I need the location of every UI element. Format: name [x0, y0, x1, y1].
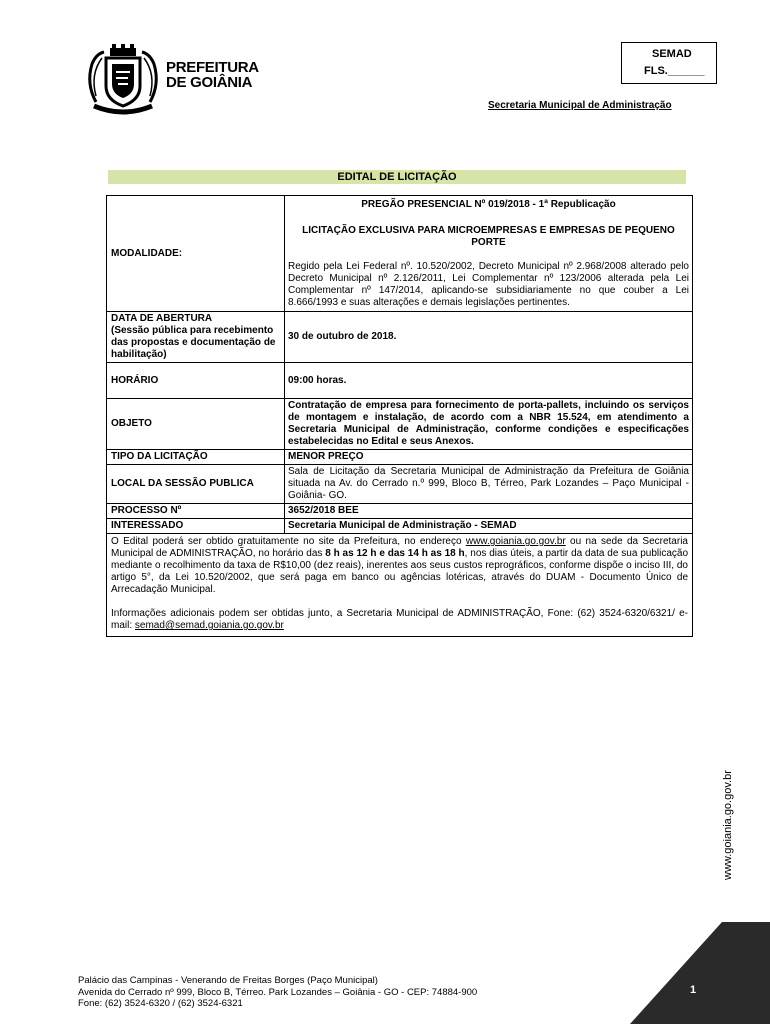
office-hours: 8 h as 12 h e das 14 h as 18 h: [325, 548, 465, 559]
row-processo: [107, 504, 693, 519]
value-horario: 09:00 horas.: [285, 363, 693, 399]
notice-text-b: ou na sede da Secretaria Municipal de ADMINISTRAÇÃO, no horário das: [111, 536, 688, 559]
label-horario: HORÁRIO: [107, 363, 285, 399]
label-local: LOCAL DA SESSÃO PUBLICA: [107, 465, 285, 504]
value-abertura: 30 de outubro de 2018.: [285, 312, 693, 363]
semad-stamp-box: [621, 42, 717, 84]
prefeitura-logo: [82, 44, 260, 116]
row-horario: [107, 363, 693, 399]
label-tipo: TIPO DA LICITAÇÃO: [107, 450, 285, 465]
notice-cell: [107, 534, 693, 637]
value-objeto: Contratação de empresa para fornecimento de porta-pallets, incluindo os serviços de montagem e instalação, de acordo com a NBR 15.524, em atendimento a Secretaria Municipal de Administração, conforme condições e especificações estabelecidas no Edital e seus Anexos.: [285, 399, 693, 450]
regido-text: Regido pela Lei Federal nº. 10.520/2002, Decreto Municipal nº 2.968/2008 alterado pelo Decreto Municipal nº 2.126/2011, Lei Complementar nº 123/2006 alterada pela Lei Complementar nº 147/2014, aplicando-se subsidiariamente no que couber a Lei 8.666/1993 e suas alterações e demais legislações pertinentes.: [288, 261, 689, 308]
notice-text-a: O Edital poderá ser obtido gratuitamente no site da Prefeitura, no endereço: [111, 536, 466, 547]
row-modalidade: [107, 196, 693, 312]
footer-line-3: Fone: (62) 3524-6320 / (62) 3524-6321: [78, 998, 243, 1009]
fls-label: FLS.______: [644, 65, 705, 77]
corner-decoration: [630, 922, 770, 1024]
info-text: Informações adicionais podem ser obtidas junto, a Secretaria Municipal de ADMINISTRAÇÃO, Fone: (62) 3524-6320/6321/ e-mail:: [111, 608, 688, 631]
document-title: EDITAL DE LICITAÇÃO: [108, 170, 686, 184]
abertura-label-detail: (Sessão pública para recebimento das propostas e documentação de habilitação): [111, 325, 276, 360]
value-modalidade: [285, 196, 693, 312]
value-processo: 3652/2018 BEE: [285, 504, 693, 519]
label-abertura: [107, 312, 285, 363]
value-interessado: Secretaria Municipal de Administração - SEMAD: [285, 519, 693, 534]
row-local: [107, 465, 693, 504]
secretaria-heading: Secretaria Municipal de Administração: [488, 100, 672, 111]
side-url[interactable]: www.goiania.go.gov.br: [722, 770, 734, 880]
email-link[interactable]: semad@semad.goiania.go.gov.br: [134, 620, 284, 631]
footer: [78, 975, 477, 1010]
row-objeto: [107, 399, 693, 450]
logo-line-1: PREFEITURA: [166, 59, 259, 76]
abertura-label-title: DATA DE ABERTURA: [111, 313, 213, 324]
semad-label: SEMAD: [652, 48, 692, 60]
value-local: Sala de Licitação da Secretaria Municipal de Administração da Prefeitura de Goiânia situada na Av. do Cerrado n.º 999, Bloco B, Térreo, Park Lozandes – Paço Municipal - Goiânia- GO.: [285, 465, 693, 504]
logo-line-2: DE GOIÂNIA: [166, 74, 253, 91]
label-objeto: OBJETO: [107, 399, 285, 450]
label-interessado: INTERESSADO: [107, 519, 285, 534]
coat-of-arms-icon: [82, 44, 164, 116]
logo-text: [166, 60, 259, 90]
page-number: 1: [690, 984, 697, 996]
notice-paragraph-1: [111, 536, 688, 596]
row-tipo: [107, 450, 693, 465]
site-link[interactable]: www.goiania.go.gov.br: [465, 536, 566, 547]
exclusiva-line: LICITAÇÃO EXCLUSIVA PARA MICROEMPRESAS E EMPRESAS DE PEQUENO PORTE: [302, 225, 675, 248]
pregao-line: PREGÃO PRESENCIAL Nº 019/2018 - 1ª Republicação: [361, 199, 616, 210]
edital-table: [106, 195, 693, 637]
row-notice: [107, 534, 693, 637]
value-tipo: MENOR PREÇO: [285, 450, 693, 465]
row-abertura: [107, 312, 693, 363]
row-interessado: [107, 519, 693, 534]
label-processo: PROCESSO Nº: [107, 504, 285, 519]
footer-line-2: Avenida do Cerrado nº 999, Bloco B, Térreo. Park Lozandes – Goiânia - GO - CEP: 74884-900: [78, 986, 478, 998]
label-modalidade: MODALIDADE:: [107, 196, 285, 312]
footer-line-1: Palácio das Campinas - Venerando de Freitas Borges (Paço Municipal): [78, 975, 378, 986]
notice-paragraph-2: [111, 608, 688, 632]
notice-text-c: , nos dias úteis, a partir da data de sua publicação mediante o recolhimento da taxa de R$10,00 (dez reais), inerentes aos seus custos reprográficos, conforme dispõe o inciso III, do artigo 5°, da Lei 10.520/2002, que será paga em banco ou agências lotéricas, através do DUAM - Documento Único de Arrecadação Municipal.: [111, 548, 689, 595]
